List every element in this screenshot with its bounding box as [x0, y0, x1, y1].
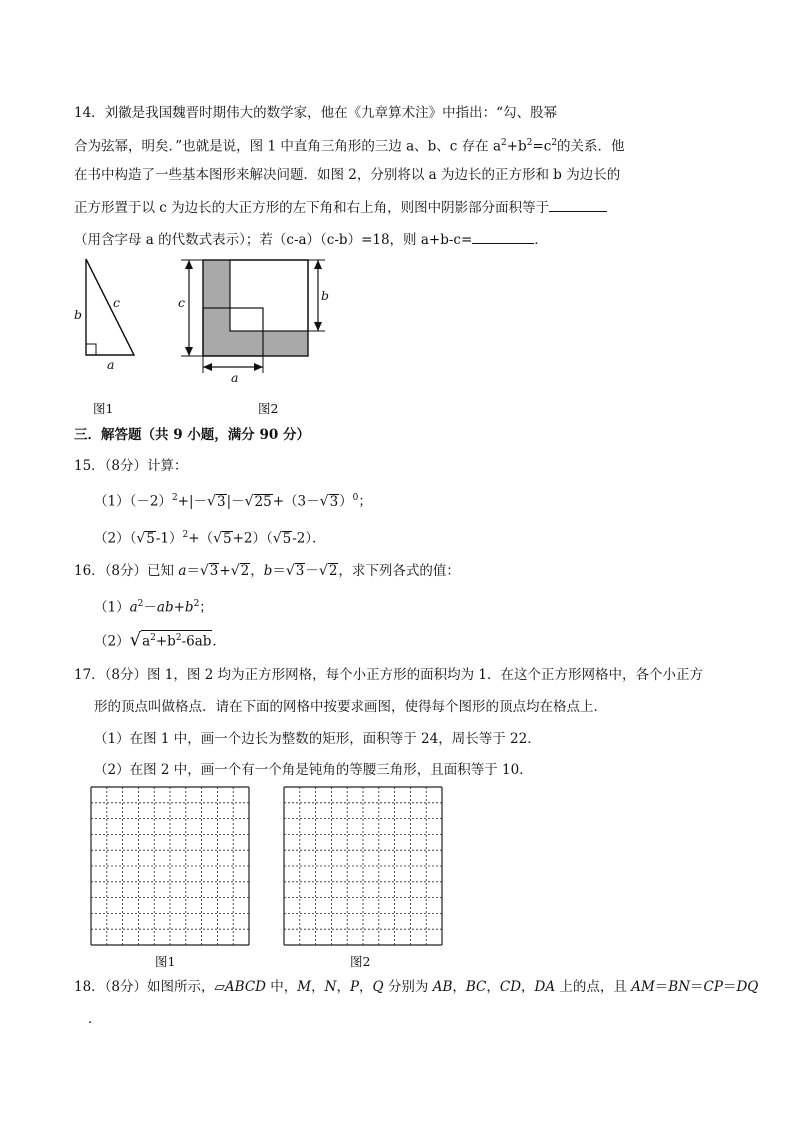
section-heading: 三．解答题（共 9 小题，满分 90 分）	[74, 427, 310, 443]
q15-heading: 15．（8分）计算：	[74, 458, 188, 474]
fig1-label-c: c	[113, 295, 121, 310]
fig2-caption: 图2	[258, 401, 279, 416]
q15-part1: $(1)(-2)^2+|-√3|-√25+(3-√3)^0$；	[94, 493, 372, 510]
answer-blank-2[interactable]	[472, 230, 534, 244]
fig1-label-b: b	[74, 307, 83, 322]
q14-line2: 合为弦幂，明矣．”也就是说，图 1 中直角三角形的三边 a、b、c 存在 $a^2+b^2=c^2$的关系．他	[74, 138, 625, 155]
q14-line5: （用含字母 a 的代数式表示）；若（c-a）（c-b）=18，则 a+b-c= ．	[74, 232, 548, 248]
square-grid-2[interactable]	[283, 786, 443, 946]
q16-heading: 16．（8分）已知 a＝√3+√2，b＝√3－√2，求下列各式的值：	[74, 563, 460, 579]
q18-line1: 18．（8分）如图所示，▱ABCD 中，M，N，P，Q 分别为 AB，BC，CD，DA 上的点，且 AM＝BN＝CP＝DQ	[74, 979, 759, 995]
q14-line3: 在书中构造了一些基本图形来解决问题．如图 2，分别将以 a 为边长的正方形和 b 为边长的	[74, 167, 621, 183]
square-grid-1[interactable]	[90, 786, 250, 946]
fig1-caption: 图1	[93, 401, 114, 416]
q18-line2: ．	[88, 1011, 102, 1027]
q17-line2: 形的顶点叫做格点．请在下面的网格中按要求画图，使得每个图形的顶点均在格点上．	[94, 699, 607, 715]
fig2-label-b: b	[321, 288, 330, 303]
q15-part2: $(2)(√5-1)^2+(√5+2)(√5-2)$．	[94, 530, 326, 547]
fig2-label-a: a	[231, 370, 239, 385]
q14-line4: 正方形置于以 c 为边长的大正方形的左下角和右上角，则图中阴影部分面积等于	[74, 198, 607, 217]
fig1-label-a: a	[107, 357, 115, 372]
grid2-caption: 图2	[350, 954, 371, 969]
q17-part1: （1）在图 1 中，画一个边长为整数的矩形，面积等于 24，周长等于 22．	[94, 731, 541, 747]
q16-part1: $(1)a^2-ab+b^2$；	[94, 599, 213, 616]
figure2-squares	[178, 255, 338, 385]
q14-line1: 14．刘徽是我国魏晋时期伟大的数学家，他在《九章算术注》中指出：“勾、股幂	[74, 105, 558, 121]
answer-blank-1[interactable]	[549, 198, 607, 212]
q16-part2: $(2)√a^2+b^2-6ab$．	[94, 629, 226, 651]
fig2-label-c: c	[178, 295, 186, 310]
q17-line1: 17．（8分）图 1，图 2 均为正方形网格，每个小正方形的面积均为 1．在这个正方形网格中，各个小正方	[74, 667, 703, 683]
grid1-caption: 图1	[155, 954, 176, 969]
q17-part2: （2）在图 2 中，画一个有一个角是钝角的等腰三角形，且面积等于 10．	[94, 762, 533, 778]
